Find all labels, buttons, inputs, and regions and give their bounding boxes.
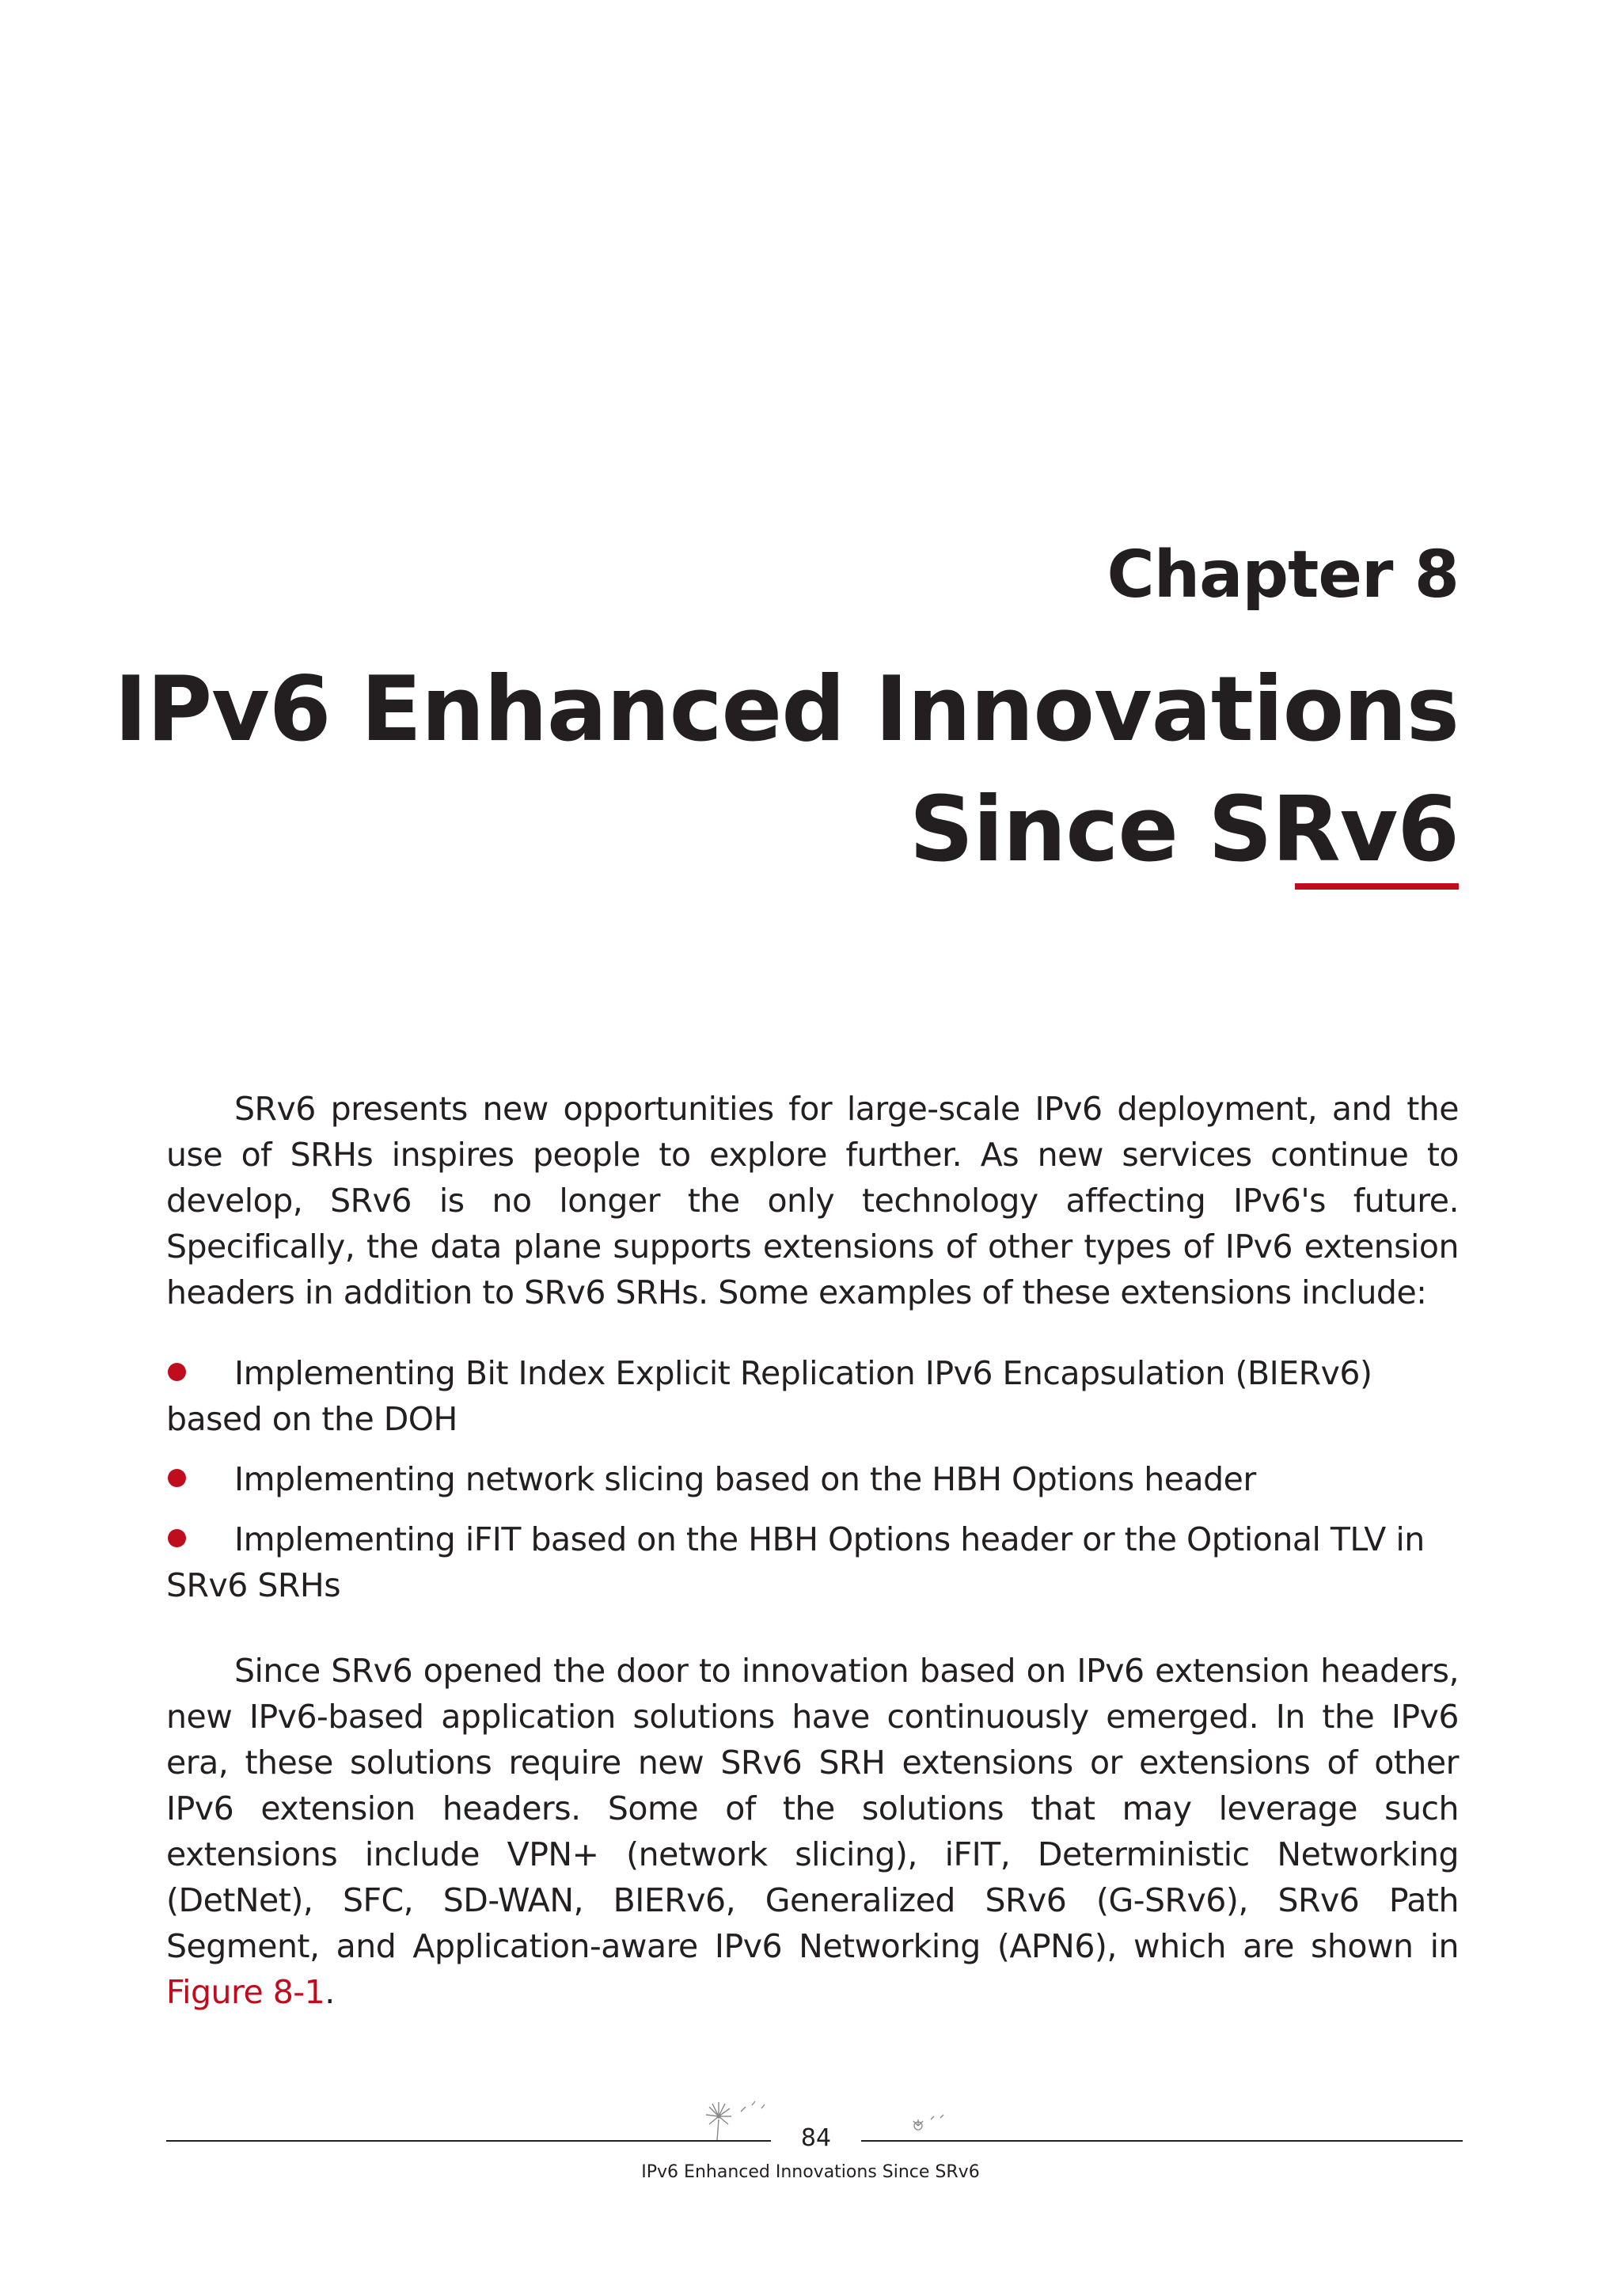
bullet-dot-icon	[168, 1363, 186, 1381]
list-item	[166, 1516, 1459, 1608]
list-item	[166, 1456, 1459, 1502]
bullet-dot-icon	[168, 1529, 186, 1547]
list-item-text: Implementing network slicing based on the HBH Options header	[234, 1460, 1256, 1498]
footer-rule-left	[166, 2140, 771, 2142]
bullet-dot-icon	[168, 1469, 186, 1487]
extension-list	[166, 1350, 1459, 1622]
list-item	[166, 1350, 1459, 1442]
list-item-text: Implementing iFIT based on the HBH Options header or the Optional TLV in SRv6 SRHs	[166, 1520, 1425, 1604]
title-underline	[1295, 883, 1459, 890]
chapter-title-line2: Since SRv6	[909, 777, 1459, 882]
solutions-paragraph-end: .	[325, 1973, 335, 2011]
chapter-title-line1: IPv6 Enhanced Innovations	[114, 657, 1459, 761]
dandelion-icon	[701, 2097, 773, 2142]
running-footer-title: IPv6 Enhanced Innovations Since SRv6	[641, 2162, 980, 2182]
footer-rule-right	[861, 2140, 1463, 2142]
list-item-text: Implementing Bit Index Explicit Replication IPv6 Encapsulation (BIERv6) based on the DOH	[166, 1354, 1372, 1438]
intro-paragraph: SRv6 presents new opportunities for large-scale IPv6 deployment, and the use of SRHs inspires people to explore further. As new services continue to develop, SRv6 is no longer the only technology affecting IPv6's future. Specifically, the data plane supports extensions of other types of IPv6 extension headers in addition to SRv6 SRHs. Some examples of these extensions include:	[166, 1090, 1459, 1311]
solutions-paragraph	[166, 1648, 1459, 2015]
solutions-paragraph-text: Since SRv6 opened the door to innovation based on IPv6 extension headers, new IPv6-based application solutions have continuously emerged. In the IPv6 era, these solutions require new SRv6 SRH extensions or extensions of other IPv6 extension headers. Some of the solutions that may leverage such extensions include VPN+ (network slicing), iFIT, Deterministic Networking (DetNet), SFC, SD-WAN, BIERv6, Generalized SRv6 (G-SRv6), SRv6 Path Segment, and Application-aware IPv6 Networking (APN6), which are shown in	[166, 1652, 1459, 1965]
figure-8-1-link[interactable]: Figure 8-1	[166, 1973, 325, 2011]
page-number: 84	[800, 2124, 832, 2152]
seed-icon	[910, 2112, 947, 2134]
chapter-title	[113, 649, 1459, 890]
chapter-label: Chapter 8	[1107, 537, 1459, 613]
